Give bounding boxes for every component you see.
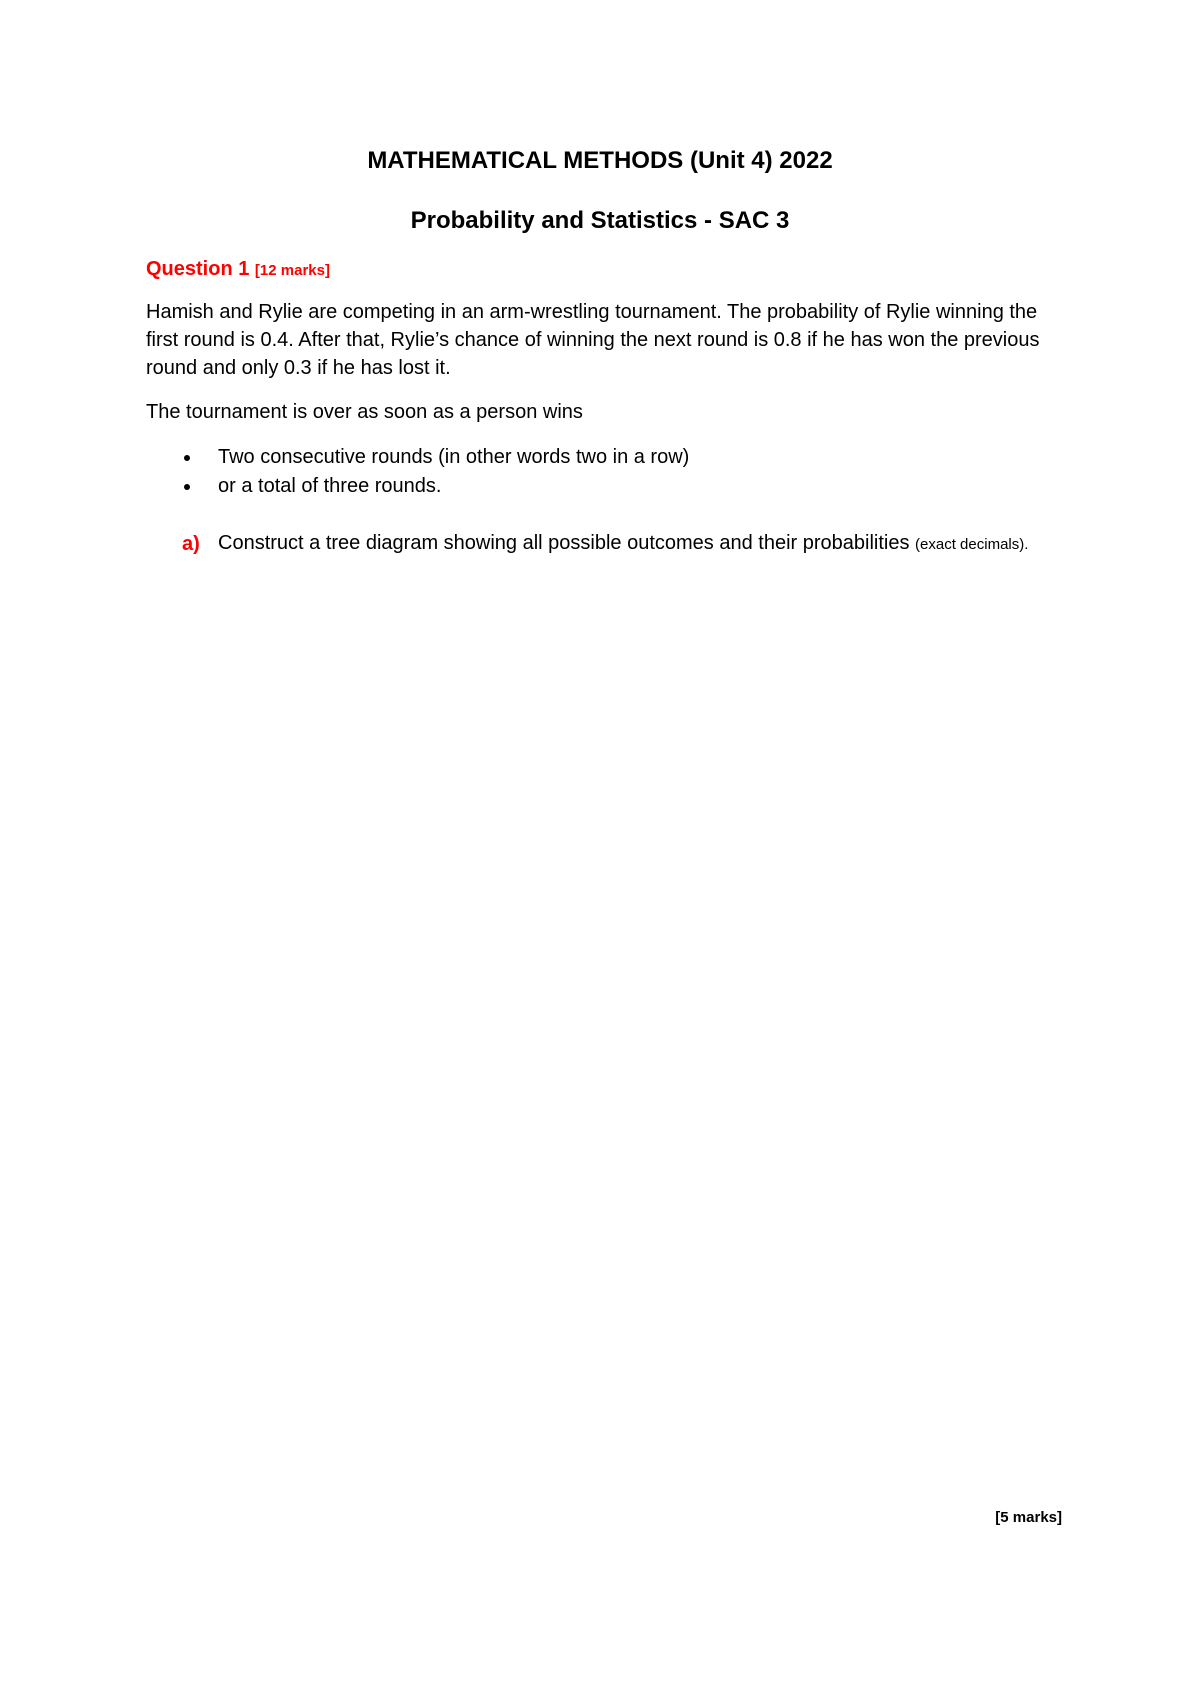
question-marks: [12 marks] bbox=[254, 262, 330, 279]
list-item-text: Two consecutive rounds (in other words two in a row) bbox=[218, 446, 690, 468]
part-a-label: a) bbox=[182, 533, 200, 555]
part-a-note: (exact decimals). bbox=[915, 536, 1029, 553]
document-subtitle: Probability and Statistics - SAC 3 bbox=[410, 207, 790, 234]
bullet-icon bbox=[184, 455, 190, 461]
list-item bbox=[146, 443, 1046, 472]
bullet-icon bbox=[184, 484, 190, 490]
part-a-text bbox=[218, 530, 1048, 558]
question-heading bbox=[146, 256, 330, 284]
question-paragraph-rules: The tournament is over as soon as a person wins bbox=[146, 401, 583, 423]
part-a-marks: [5 marks] bbox=[995, 1509, 1062, 1526]
rules-bullet-list bbox=[146, 443, 1046, 501]
part-a-instruction: Construct a tree diagram showing all possible outcomes and their probabilities bbox=[218, 532, 910, 554]
list-item bbox=[146, 472, 1046, 501]
question-label: Question 1 bbox=[146, 258, 250, 280]
list-item-text: or a total of three rounds. bbox=[218, 475, 442, 497]
document-title: MATHEMATICAL METHODS (Unit 4) 2022 bbox=[367, 147, 833, 174]
question-paragraph-intro: Hamish and Rylie are competing in an arm-wrestling tournament. The probability of Rylie winning the first round is 0.4. After that, Rylie’s chance of winning the next round is 0.8 if he has won the previous round and only 0.3 if he has lost it. bbox=[146, 301, 1040, 379]
